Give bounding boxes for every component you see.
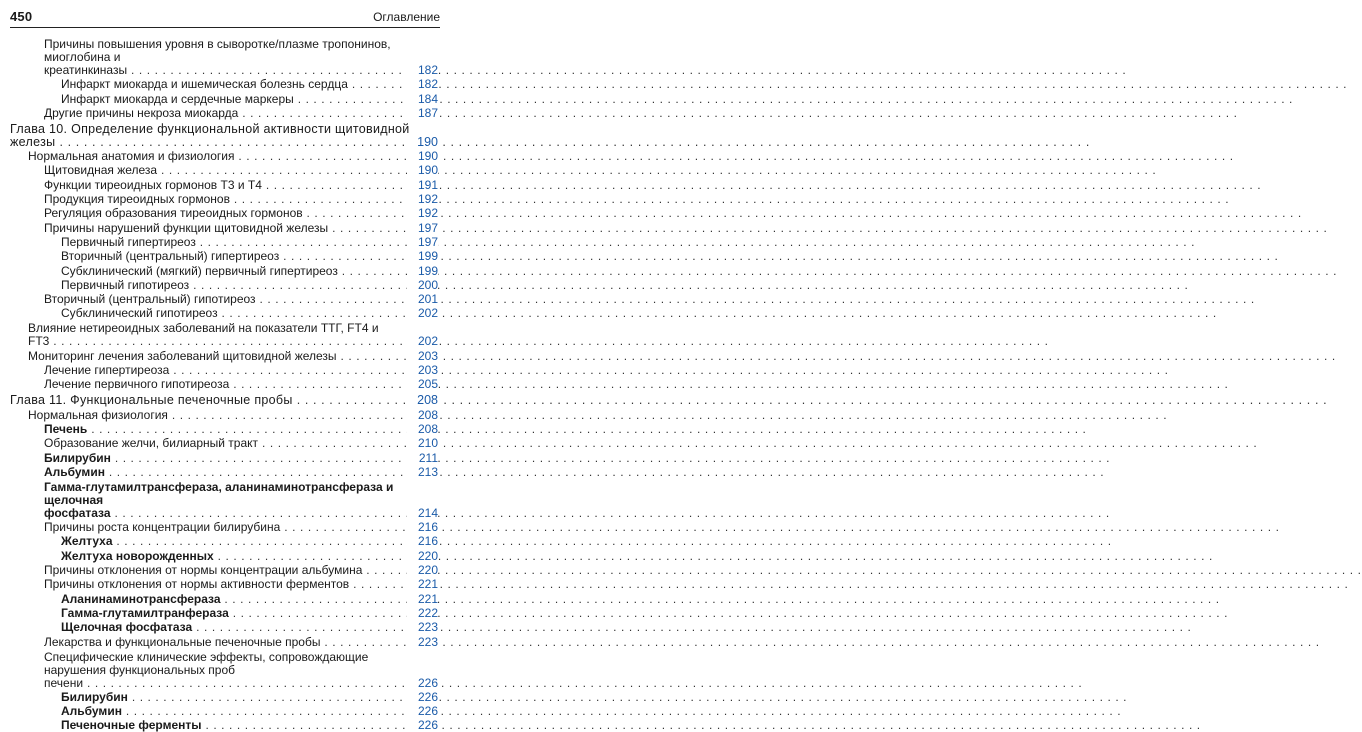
toc-entry[interactable] <box>0 409 451 422</box>
toc-entry[interactable] <box>0 265 451 278</box>
toc-entry-title: Желтуха новорожденных . . . <box>61 550 451 563</box>
toc-entry[interactable] <box>0 452 451 465</box>
toc-chapter-entry[interactable] <box>0 123 451 149</box>
toc-entry-page: 182 <box>407 78 438 91</box>
toc-entry[interactable] <box>0 481 451 520</box>
document-page <box>0 0 451 732</box>
toc-entry[interactable] <box>0 636 451 649</box>
toc-entry[interactable] <box>0 150 451 163</box>
toc-entry-title: Печень . . . <box>44 423 451 436</box>
toc-entry[interactable] <box>0 307 451 320</box>
toc-entry[interactable] <box>0 38 451 77</box>
toc-entry-page: 223 <box>407 621 438 634</box>
toc-entry-title: Альбумин . . . <box>61 705 451 718</box>
toc-entry-page: 197 <box>407 236 438 249</box>
toc-entry-title: Причины повышения уровня в сыворотке/плазме тропонинов, миоглобина и креатинкиназы . . . <box>44 38 451 77</box>
toc-entry-title: Инфаркт миокарда и сердечные маркеры . . . <box>61 93 451 106</box>
toc-entry[interactable] <box>0 691 451 704</box>
toc-entry[interactable] <box>0 179 451 192</box>
toc-entry[interactable] <box>0 236 451 249</box>
toc-entry[interactable] <box>0 651 451 690</box>
toc-entry-page: 192 <box>407 193 438 206</box>
toc-entry-page: 213 <box>407 466 438 479</box>
table-of-contents <box>0 38 451 732</box>
toc-entry-page: 203 <box>407 364 438 377</box>
toc-entry-page: 216 <box>407 521 438 534</box>
toc-entry[interactable] <box>0 78 451 91</box>
toc-entry-title: Гамма-глутамилтранфераза . . . <box>61 607 451 620</box>
toc-entry[interactable] <box>0 621 451 634</box>
toc-entry[interactable] <box>0 607 451 620</box>
toc-entry-title: Влияние нетиреоидных заболеваний на показатели ТТГ, FT4 и FT3 . . . <box>28 322 451 348</box>
toc-entry-page: 192 <box>407 207 438 220</box>
toc-entry-title: Первичный гипотиреоз . . . <box>61 279 451 292</box>
toc-entry-title: Другие причины некроза миокарда . . . <box>44 107 451 120</box>
toc-entry[interactable] <box>0 535 451 548</box>
toc-entry-page: 208 <box>407 409 438 422</box>
toc-entry-title: Щелочная фосфатаза . . . <box>61 621 451 634</box>
toc-entry-title: Причины роста концентрации билирубина . . . <box>44 521 451 534</box>
toc-entry[interactable] <box>0 593 451 606</box>
toc-entry-title: Нормальная анатомия и физиология . . . <box>28 150 451 163</box>
toc-entry-title: Щитовидная железа . . . <box>44 164 451 177</box>
toc-entry-title: Лекарства и функциональные печеночные пробы . . . <box>44 636 451 649</box>
toc-entry-title: Инфаркт миокарда и ишемическая болезнь сердца . . . <box>61 78 451 91</box>
toc-entry[interactable] <box>0 93 451 106</box>
toc-entry-title: Печеночные ферменты . . . <box>61 719 451 732</box>
toc-entry-page: 226 <box>407 705 438 718</box>
toc-entry-page: 208 <box>407 423 438 436</box>
toc-entry-page: 216 <box>407 535 438 548</box>
toc-entry-page: 201 <box>407 293 438 306</box>
toc-entry-title: Аланинаминотрансфераза . . . <box>61 593 451 606</box>
toc-entry-page: 208 <box>407 394 438 407</box>
toc-entry-title: Лечение гипертиреоза . . . <box>44 364 451 377</box>
toc-entry-title: Вторичный (центральный) гипотиреоз . . . <box>44 293 451 306</box>
toc-entry-page: 226 <box>407 691 438 704</box>
toc-entry-page: 226 <box>407 677 438 690</box>
toc-entry[interactable] <box>0 423 451 436</box>
toc-entry-page: 223 <box>407 636 438 649</box>
toc-entry[interactable] <box>0 705 451 718</box>
toc-entry-page: 222 <box>407 607 438 620</box>
toc-entry-title: Вторичный (центральный) гипертиреоз . . . <box>61 250 451 263</box>
toc-entry[interactable] <box>0 222 451 235</box>
toc-entry-page: 220 <box>407 564 438 577</box>
toc-entry-page: 202 <box>407 307 438 320</box>
toc-entry-page: 191 <box>407 179 438 192</box>
toc-entry-title: Желтуха . . . <box>61 535 451 548</box>
toc-entry-title: Гамма-глутамилтрансфераза, аланинаминотрансфераза и щелочная фосфатаза . . . <box>44 481 451 520</box>
toc-entry[interactable] <box>0 466 451 479</box>
toc-entry-page: 199 <box>407 265 438 278</box>
toc-entry-page: 211 <box>407 452 438 465</box>
toc-entry-title: Глава 11. Функциональные печеночные пробы . . . <box>10 394 451 407</box>
toc-entry-page: 190 <box>407 164 438 177</box>
toc-entry-title: Причины отклонения от нормы активности ферментов . . . <box>44 578 451 591</box>
running-header <box>10 5 440 27</box>
toc-entry-title: Причины нарушений функции щитовидной железы . . . <box>44 222 451 235</box>
toc-entry-title: Нормальная физиология . . . <box>28 409 451 422</box>
toc-entry-page: 221 <box>407 593 438 606</box>
toc-entry-title: Функции тиреоидных гормонов Т3 и Т4 . . . <box>44 179 451 192</box>
toc-entry-page: 184 <box>407 93 438 106</box>
toc-entry-page: 205 <box>407 378 438 391</box>
toc-entry-page: 199 <box>407 250 438 263</box>
toc-entry-page: 202 <box>407 335 438 348</box>
section-title: Оглавление <box>373 10 440 24</box>
toc-entry-title: Альбумин . . . <box>44 466 451 479</box>
toc-entry-title: Первичный гипертиреоз . . . <box>61 236 451 249</box>
toc-entry-page: 182 <box>407 64 438 77</box>
toc-entry-title: Билирубин . . . <box>44 452 451 465</box>
toc-entry-page: 221 <box>407 578 438 591</box>
toc-entry[interactable] <box>0 193 451 206</box>
toc-entry[interactable] <box>0 107 451 120</box>
toc-entry-title: Мониторинг лечения заболеваний щитовидной железы . . . <box>28 350 451 363</box>
toc-entry-page: 210 <box>407 437 438 450</box>
toc-entry[interactable] <box>0 364 451 377</box>
toc-chapter-entry[interactable] <box>0 394 451 407</box>
toc-entry-page: 220 <box>407 550 438 563</box>
toc-entry-title: Специфические клинические эффекты, сопровождающие нарушения функциональных проб печени . . . <box>44 651 451 690</box>
toc-entry-title: Субклинический (мягкий) первичный гипертиреоз . . . <box>61 265 451 278</box>
toc-entry-page: 203 <box>407 350 438 363</box>
toc-entry[interactable] <box>0 350 451 363</box>
toc-entry-title: Регуляция образования тиреоидных гормонов . . . <box>44 207 451 220</box>
toc-entry[interactable] <box>0 719 451 732</box>
toc-entry-title: Субклинический гипотиреоз . . . <box>61 307 451 320</box>
toc-entry-page: 200 <box>407 279 438 292</box>
header-rule <box>10 27 440 28</box>
toc-entry-page: 190 <box>407 150 438 163</box>
toc-entry-title: Причины отклонения от нормы концентрации альбумина . . . <box>44 564 451 577</box>
toc-entry-title: Образование желчи, билиарный тракт . . . <box>44 437 451 450</box>
toc-entry-page: 214 <box>407 507 438 520</box>
toc-entry[interactable] <box>0 550 451 563</box>
toc-entry-page: 187 <box>407 107 438 120</box>
toc-entry-title: Лечение первичного гипотиреоза . . . <box>44 378 451 391</box>
toc-entry[interactable] <box>0 207 451 220</box>
toc-entry[interactable] <box>0 578 451 591</box>
toc-entry-page: 197 <box>407 222 438 235</box>
toc-entry[interactable] <box>0 521 451 534</box>
toc-entry[interactable] <box>0 293 451 306</box>
toc-entry[interactable] <box>0 437 451 450</box>
page-number: 450 <box>10 9 33 24</box>
toc-entry[interactable] <box>0 279 451 292</box>
toc-entry[interactable] <box>0 564 451 577</box>
toc-entry[interactable] <box>0 322 451 348</box>
toc-entry[interactable] <box>0 378 451 391</box>
toc-entry-title: Билирубин . . . <box>61 691 451 704</box>
toc-entry-page: 226 <box>407 719 438 732</box>
toc-entry[interactable] <box>0 250 451 263</box>
toc-entry-title: Продукция тиреоидных гормонов . . . <box>44 193 451 206</box>
toc-entry[interactable] <box>0 164 451 177</box>
toc-entry-page: 190 <box>407 136 438 149</box>
toc-entry-title: Глава 10. Определение функциональной активности щитовидной железы . . . <box>10 123 451 149</box>
